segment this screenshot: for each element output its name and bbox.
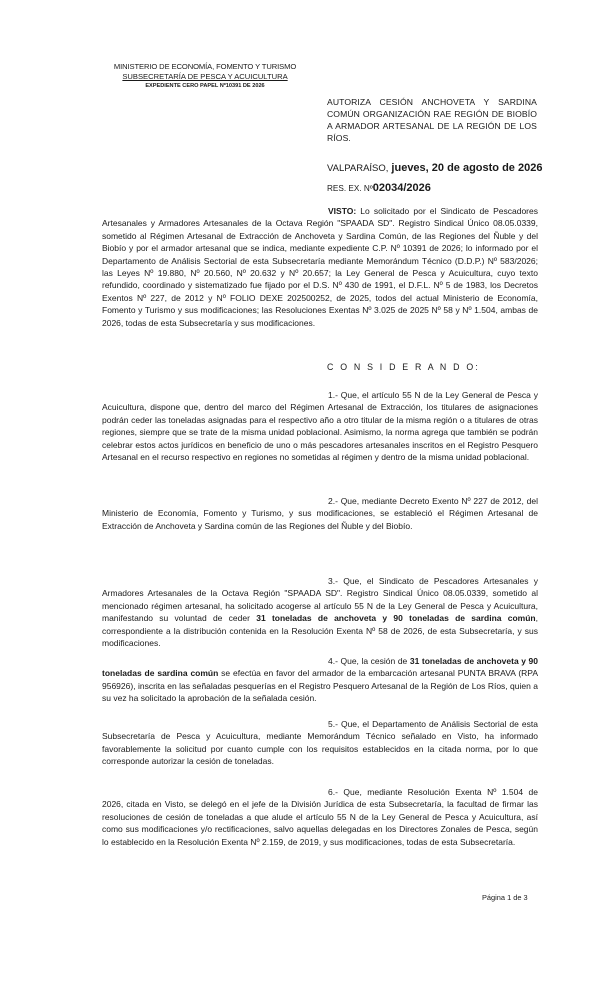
considerando-4-text [102, 655, 538, 705]
ministry-name: MINISTERIO DE ECONOMÍA, FOMENTO Y TURISMO [113, 62, 297, 71]
expediente-number: EXPEDIENTE CERO PAPEL Nº10391 DE 2026 [145, 83, 265, 89]
considerando-2 [102, 495, 538, 532]
considerando-3-text [102, 575, 538, 649]
considerando-3-a: 3.- Que, el Sindicato de Pescadores Artesanales y Armadores Artesanales de la Octava Región "SPAADA SD". Registro Sindical Único 08.05.0339, sometido al mencionado régimen artesanal, ha solicitado acogerse al artículo 55 N de la Ley General de Pesca y Acuicultura, manifestando su voluntad de ceder [102, 576, 538, 624]
considerando-5 [102, 718, 538, 768]
considerando-3-c: , correspondiente a la distribución contenida en la Resolución Exenta Nº 58 de 2026, de esta Subsecretaría, y sus modificaciones. [102, 613, 538, 649]
considerando-2-text: 2.- Que, mediante Decreto Exento Nº 227 de 2012, del Ministerio de Economía, Fomento y Turismo, y sus modificaciones, se estableció el Régimen Artesanal de Extracción de Anchoveta y Sardina común de las Regiones del Ñuble y del Biobío. [102, 496, 538, 531]
resolution-number-line [327, 178, 431, 196]
letterhead [100, 62, 310, 91]
resolution-label: RES. EX. Nº [327, 184, 373, 193]
considerando-6 [102, 786, 538, 848]
place: VALPARAÍSO, [327, 163, 389, 174]
considerando-4-c: se efectúa en favor del armador de la embarcación artesanal PUNTA BRAVA (RPA 956926), inscrita en las señaladas pesquerías en el Registro Pesquero Artesanal de la Región de Los Ríos, quien a su vez ha solicitado la aprobación de la señalada cesión. [102, 668, 539, 704]
place-date-line [327, 158, 557, 176]
considerando-4 [102, 655, 538, 705]
resolution-subject: AUTORIZA CESIÓN ANCHOVETA Y SARDINA COMÚN ORGANIZACIÓN RAE REGIÓN DE BIOBÍO A ARMADOR ARTESANAL DE LA REGIÓN DE LOS RÍOS. [327, 97, 537, 143]
date: jueves, 20 de agosto de 2026 [391, 162, 543, 174]
considerando-1 [102, 389, 538, 463]
considerando-heading: C O N S I D E R A N D O: [327, 362, 481, 372]
page-number: Página 1 de 3 [482, 893, 528, 902]
visto-paragraph [102, 205, 538, 329]
visto-section [102, 205, 538, 329]
visto-text: Lo solicitado por el Sindicato de Pescadores Artesanales y Armadores Artesanales de la Octava Región "SPAADA SD". Registro Sindical Único 08.05.0339, sometido al Régimen Artesanal de Extracción de Anchoveta y Sardina Común, de las Regiones del Ñuble y del Biobío y por el armador artesanal que se indica, mediante expediente C.P. Nº 10391 de 2026; lo informado por el Departamento de Análisis Sectorial de esta Subsecretaría mediante Memorándum Técnico (D.D.P.) Nº 583/2026; las Leyes Nº 19.880, Nº 20.560, Nº 20.632 y Nº 20.657; la Ley General de Pesca y Acuicultura, cuyo texto refundido, coordinado y sistematizado fue fijado por el D.S. Nº 430 de 1991, el D.F.L. Nº 5 de 1983, los Decretos Exentos Nº 227, de 2012 y Nº FOLIO DEXE 202500252, de 2025, todos del actual Ministerio de Economía, Fomento y Turismo y sus modificaciones; las Resoluciones Exentas Nº 3.025 de 2025 Nº 58 y Nº 1.504, ambas de 2026, todas de esta Subsecretaría y sus modificaciones. [102, 206, 538, 328]
visto-label: VISTO: [328, 206, 357, 216]
considerando-3-amount: 31 toneladas de anchoveta y 90 toneladas de sardina común [256, 613, 536, 624]
subsecretaria-name: SUBSECRETARÍA DE PESCA Y ACUICULTURA [122, 72, 288, 81]
resolution-number: 02034/2026 [372, 182, 431, 194]
considerando-4-a: 4.- Que, la cesión de [328, 656, 410, 666]
considerando-6-text: 6.- Que, mediante Resolución Exenta Nº 1.504 de 2026, citada en Visto, se delegó en el jefe de la División Jurídica de esta Subsecretaría, la facultad de firmar las resoluciones de cesión de toneladas a que alude el artículo 55 N de la Ley General de Pesca y Acuicultura, así como sus modificaciones y/o rectificaciones, salvo aquellas delegadas en los Directores Zonales de Pesca, según lo establecido en la Resolución Exenta Nº 2.159, de 2019, y sus modificaciones, todas de esta Subsecretaría. [102, 787, 538, 847]
considerando-5-text: 5.- Que, el Departamento de Análisis Sectorial de esta Subsecretaría de Pesca y Acuicultura, mediante Memorándum Técnico señalado en Visto, ha informado favorablemente la solicitud por cuanto cumple con los requisitos establecidos en la citada norma, por lo que corresponde autorizar la cesión de toneladas. [102, 719, 538, 767]
considerando-1-text: 1.- Que, el artículo 55 N de la Ley General de Pesca y Acuicultura, dispone que, dentro del marco del Régimen Artesanal de Extracción, los titulares de asignaciones podrán ceder las toneladas asignadas para el respectivo año a otro titular de la misma región o a titulares de otras regiones, siempre que se trate de la misma unidad poblacional. Asimismo, la norma agrega que también se podrán celebrar estos actos jurídicos en beneficio de uno o más pescadores artesanales inscritos en el Registro Pesquero Artesanal en el recurso respectivo en regiones no sometidas al régimen y dentro de la misma unidad poblacional. [102, 390, 538, 463]
considerando-4-amount: 31 toneladas de anchoveta y 90 toneladas de sardina común [102, 656, 538, 679]
considerando-3 [102, 575, 538, 649]
